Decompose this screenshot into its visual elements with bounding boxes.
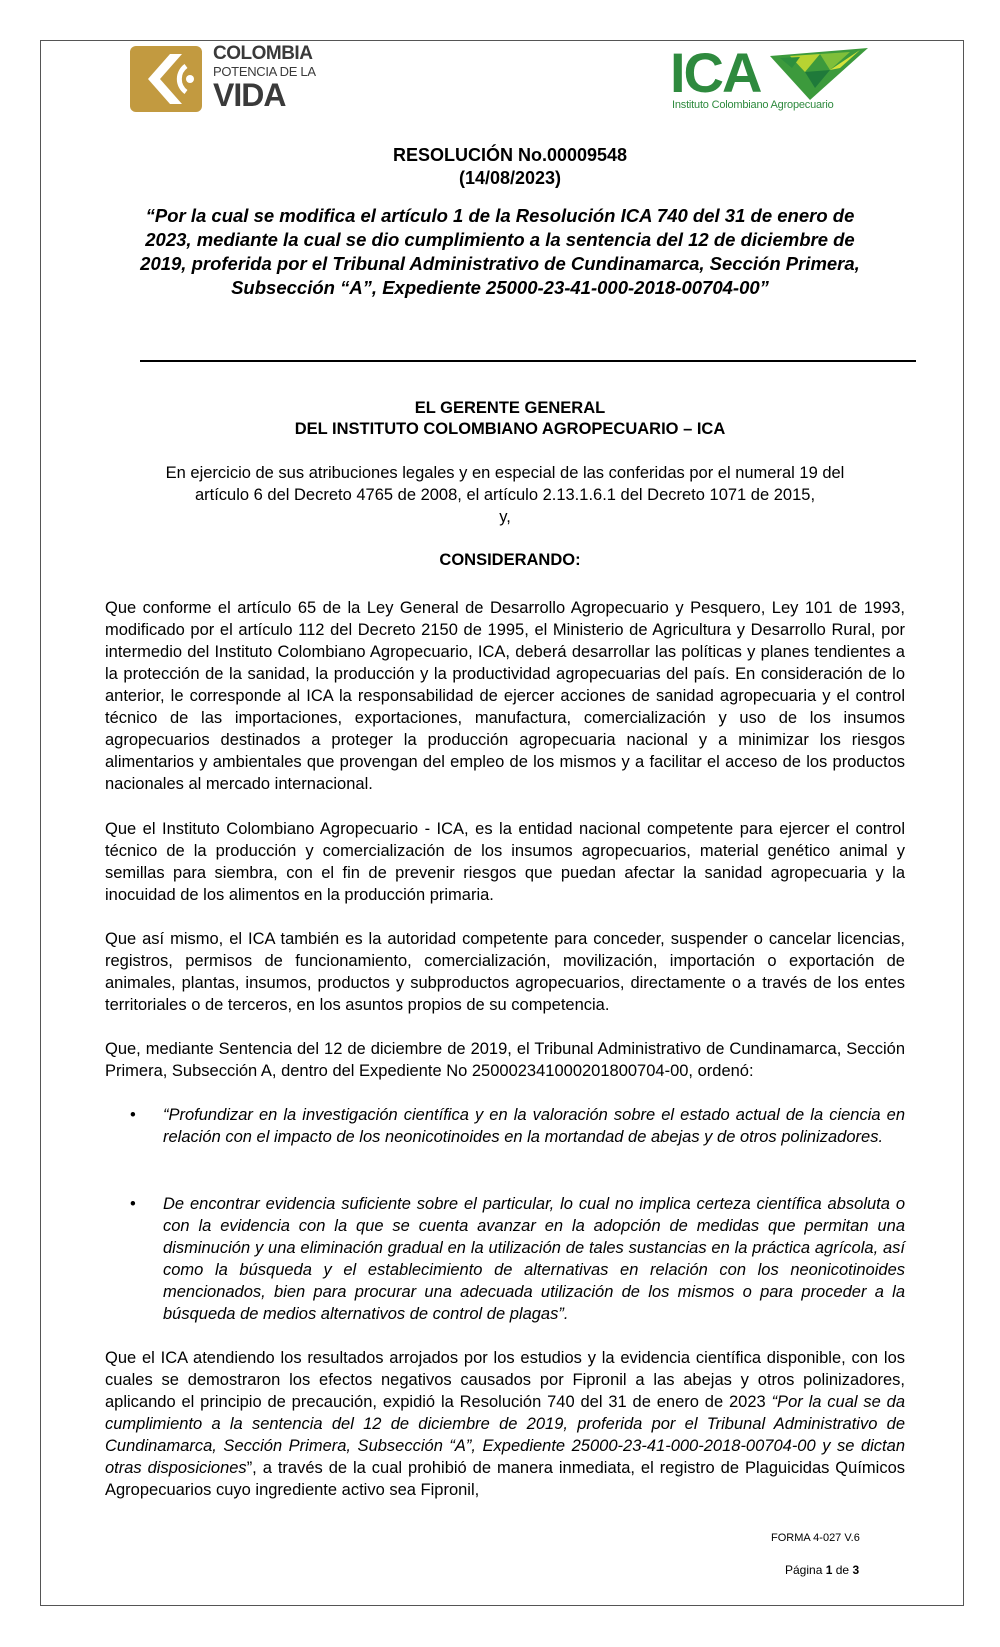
authority-powers-text: En ejercicio de sus atribuciones legales y en especial de las conferidas por el numeral 19 del artículo 6 del Decreto 4765 de 2008, el artículo 2.13.1.6.1 del Decreto 1071 de 2015, bbox=[165, 464, 845, 504]
page-label: Página bbox=[785, 1563, 823, 1577]
considerando-paragraph-4: Que, mediante Sentencia del 12 de diciembre de 2019, el Tribunal Administrativo de Cundinamarca, Sección Primera, Subsección A, dentro del Expediente No 25000234100020180070​4-00, ordenó: bbox=[105, 1040, 905, 1080]
ica-logo bbox=[670, 41, 870, 116]
page-total: 3 bbox=[852, 1563, 860, 1577]
resolution-header bbox=[130, 144, 890, 190]
header-divider bbox=[140, 360, 916, 362]
considerando-heading: CONSIDERANDO: bbox=[439, 551, 581, 569]
bullet-dot-icon: • bbox=[130, 1195, 136, 1213]
authority-line2: DEL INSTITUTO COLOMBIANO AGROPECUARIO – ICA bbox=[294, 420, 726, 438]
form-code: FORMA 4-027 V.6 bbox=[771, 1532, 860, 1544]
colombia-potencia-de-la-vida-logo bbox=[130, 44, 330, 114]
paragraph-5-italic-quote: “Por la cual se da cumplimiento a la sentencia del 12 de diciembre de 2019, proferida por el Tribunal Administrativo de Cundinamarca, Sección Primera, Subsección “A”, Expediente 25000-23-41-000-2018-00704-00 y se dictan otras disposiciones bbox=[105, 1393, 906, 1477]
colombia-logo-line2: POTENCIA DE LA bbox=[213, 64, 316, 79]
ica-diamond-icon bbox=[770, 48, 868, 100]
ica-logo-word: ICA bbox=[670, 41, 761, 104]
colombia-logo-line3: VIDA bbox=[213, 77, 286, 113]
considerando-paragraph-1: Que conforme el artículo 65 de la Ley General de Desarrollo Agropecuario y Pesquero, Ley 101 de 1993, modificado por el artículo 112 del Decreto 2150 de 1995, el Ministerio de Agricultura y Desarrollo Rural, por intermedio del Instituto Colombiano Agropecuario, ICA, deberá desarrollar las políticas y planes tendientes a la protección de la sanidad, la producción y la productividad agropecuarias del país. En consideración de lo anterior, le corresponde al ICA la responsabilidad de ejercer acciones de sanidad agropecuaria y el control técnico de las importaciones, exportaciones, manufactura, comercialización y uso de los insumos agropecuarios destinados a proteger la producción agropecuaria nacional y a minimizar los riesgos alimentarios y ambientales que provengan del empleo de los mismos y a facilitar el acceso de los productos nacionales al mercado internacional. bbox=[105, 599, 905, 793]
page-of: de bbox=[835, 1563, 850, 1577]
authority-line1: EL GERENTE GENERAL bbox=[414, 399, 606, 417]
colombia-logo-line1: COLOMBIA bbox=[213, 43, 313, 64]
resolution-number: RESOLUCIÓN No.00009548 bbox=[392, 145, 628, 165]
bullet-dot-icon: • bbox=[130, 1106, 136, 1124]
considerando-paragraph-3: Que así mismo, el ICA también es la autoridad competente para conceder, suspender o cancelar licencias, registros, permisos de funcionamiento, comercialización, movilización, importación o exportación de animales, plantas, insumos, productos y subproductos agropecuarios, directamente o a través de los entes territoriales o de terceros, en los asuntos propios de su competencia. bbox=[105, 930, 905, 1014]
paragraph-5-start: Que el ICA atendiendo los resultados arrojados por los estudios y la evidencia científica disponible, con los cuales se demostraron los efectos negativos causados por Fipronil a las abejas y otros polinizadores, aplicando el principio de precaución, expidió la Resolución 740 del 31 de enero de 2023 bbox=[105, 1349, 905, 1411]
authority-conjunction: y, bbox=[499, 508, 511, 526]
considerando-paragraph-2: Que el Instituto Colombiano Agropecuario - ICA, es la entidad nacional competente para ejercer el control técnico de la producción y comercialización de los insumos agropecuarios, material genético animal y semillas para siembra, con el fin de prevenir riesgos que puedan afectar la sanidad agropecuaria y la inocuidad de los alimentos en la producción primaria. bbox=[105, 820, 905, 904]
authority-powers bbox=[140, 462, 870, 528]
paragraph-5-end: ”, a través de la cual prohibió de manera inmediata, el registro de Plaguicidas Químicos Agropecuarios cuyo ingrediente activo sea Fipronil, bbox=[105, 1459, 905, 1499]
colombia-emblem-icon bbox=[130, 46, 202, 112]
page-number bbox=[785, 1563, 859, 1577]
bullet-text-2: De encontrar evidencia suficiente sobre el particular, lo cual no implica certeza científica absoluta o con la evidencia con la que se cuenta avanzar en la adopción de medidas que permitan una disminución y una eliminación gradual en la utilización de tales sustancias en la práctica agrícola, así como la búsqueda y el establecimiento de alternativas en relación con los neonicotinoides mencionados, bien para procurar una adecuada utilización de los mismos o para proceder a la búsqueda de medios alternativos de control de plagas”. bbox=[163, 1195, 905, 1323]
page-current: 1 bbox=[825, 1563, 833, 1577]
bullet-text-1: “Profundizar en la investigación científica y en la valoración sobre el estado actual de la ciencia en relación con el impacto de los neonicotinoides en la mortandad de abejas y de otros polinizadores. bbox=[163, 1106, 905, 1146]
authority-title bbox=[130, 398, 890, 440]
considerando-paragraph-5 bbox=[105, 1347, 905, 1501]
ica-logo-subtitle: Instituto Colombiano Agropecuario bbox=[672, 99, 834, 111]
resolution-subject: “Por la cual se modifica el artículo 1 de la Resolución ICA 740 del 31 de enero de 2023, mediante la cual se dio cumplimiento a la sentencia del 12 de diciembre de 2019, proferida por el Tribunal Administrativo de Cundinamarca, Sección Primera, Subsección “A”, Expediente 25000-23-41-000-2018-00704-00” bbox=[140, 205, 860, 298]
resolution-date: (14/08/2023) bbox=[458, 168, 562, 188]
